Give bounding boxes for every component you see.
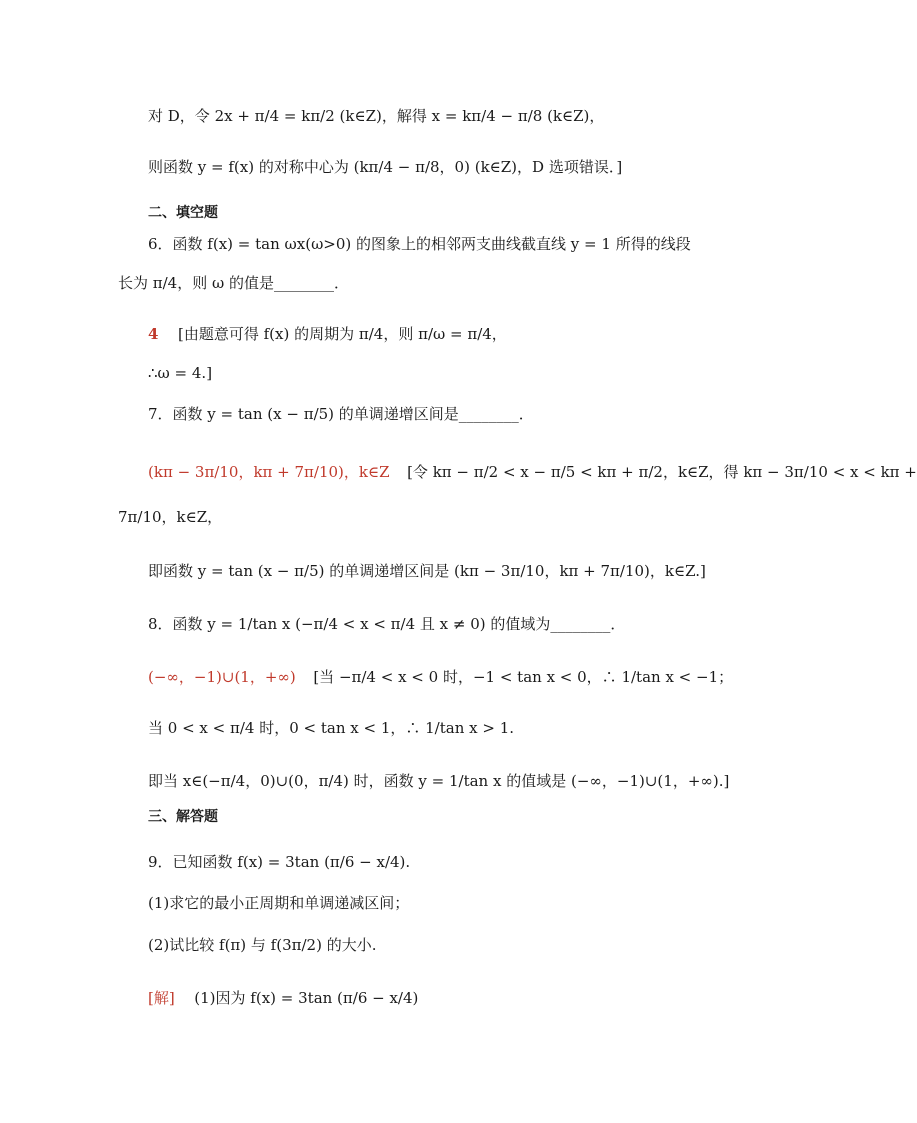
answer-7 (148, 462, 917, 482)
line-text: 8．函数 y = 1/tan x (−π/4 < x < π/4 且 x ≠ 0) 的值域为________． (148, 615, 626, 633)
question-6 (148, 234, 691, 254)
section-title-fill-blank (148, 203, 218, 223)
answer-value: (−∞，−1)∪(1，+∞) (148, 668, 296, 686)
line-text: 当 0 < x < π/4 时，0 < tan x < 1，∴ 1/tan x > 1. (148, 719, 514, 737)
answer-8-cont (148, 718, 514, 738)
line-text: 6．函数 f(x) = tan ωx(ω>0) 的图象上的相邻两支曲线截直线 y = 1 所得的线段 (148, 235, 691, 253)
solution-text: (1)因为 f(x) = 3tan (π/6 − x/4) (194, 989, 419, 1007)
answer-7-cont (118, 507, 222, 527)
question-7 (148, 404, 534, 424)
line-text: 则函数 y = f(x) 的对称中心为 (kπ/4 − π/8，0) (k∈Z)，D 选项错误．] (148, 158, 623, 176)
answer-value: (kπ − 3π/10，kπ + 7π/10)，k∈Z (148, 463, 390, 481)
line-text: (2)试比较 f(π) 与 f(3π/2) 的大小. (148, 936, 377, 954)
answer-6-cont (148, 363, 212, 383)
answer-value: 4 (148, 325, 159, 343)
solution-9 (148, 988, 418, 1008)
answer-8 (148, 667, 733, 687)
question-8 (148, 614, 625, 634)
question-9-part-2 (148, 935, 376, 955)
answer-7-conclusion (148, 561, 706, 581)
line-text: 7．函数 y = tan (x − π/5) 的单调递增区间是________． (148, 405, 534, 423)
line-text: 7π/10，k∈Z， (118, 508, 223, 526)
line-text: 即函数 y = tan (x − π/5) 的单调递增区间是 (kπ − 3π/10，kπ + 7π/10)，k∈Z.] (148, 562, 706, 580)
answer-8-conclusion (148, 771, 729, 791)
question-9 (148, 852, 410, 872)
question-6-cont (118, 273, 349, 293)
answer-6 (148, 324, 507, 344)
line-text: 9．已知函数 f(x) = 3tan (π/6 − x/4). (148, 853, 411, 871)
section-title-text: 二、填空题 (148, 205, 218, 221)
line-text: (1)求它的最小正周期和单调递减区间； (148, 894, 410, 912)
line-text: 长为 π/4，则 ω 的值是________． (118, 274, 349, 292)
answer-explanation: [令 kπ − π/2 < x − π/5 < kπ + π/2，k∈Z，得 kπ − 3π/10 < x < kπ + (407, 463, 917, 481)
question-9-part-1 (148, 893, 409, 913)
section-title-text: 三、解答题 (148, 809, 218, 825)
solution-conclusion (148, 157, 622, 177)
answer-explanation: [由题意可得 f(x) 的周期为 π/4，则 π/ω = π/4， (178, 325, 507, 343)
line-text: 对 D，令 2x + π/4 = kπ/2 (k∈Z)，解得 x = kπ/4 − π/8 (k∈Z)， (148, 107, 605, 125)
solution-label: [解] (148, 989, 175, 1007)
line-text: 即当 x∈(−π/4，0)∪(0，π/4) 时，函数 y = 1/tan x 的值域是 (−∞，−1)∪(1，+∞).] (148, 772, 730, 790)
solution-line-d (148, 106, 604, 126)
section-title-answer (148, 807, 218, 827)
line-text: ∴ω = 4.] (148, 364, 213, 382)
answer-explanation: [当 −π/4 < x < 0 时，−1 < tan x < 0，∴ 1/tan x < −1； (313, 668, 734, 686)
